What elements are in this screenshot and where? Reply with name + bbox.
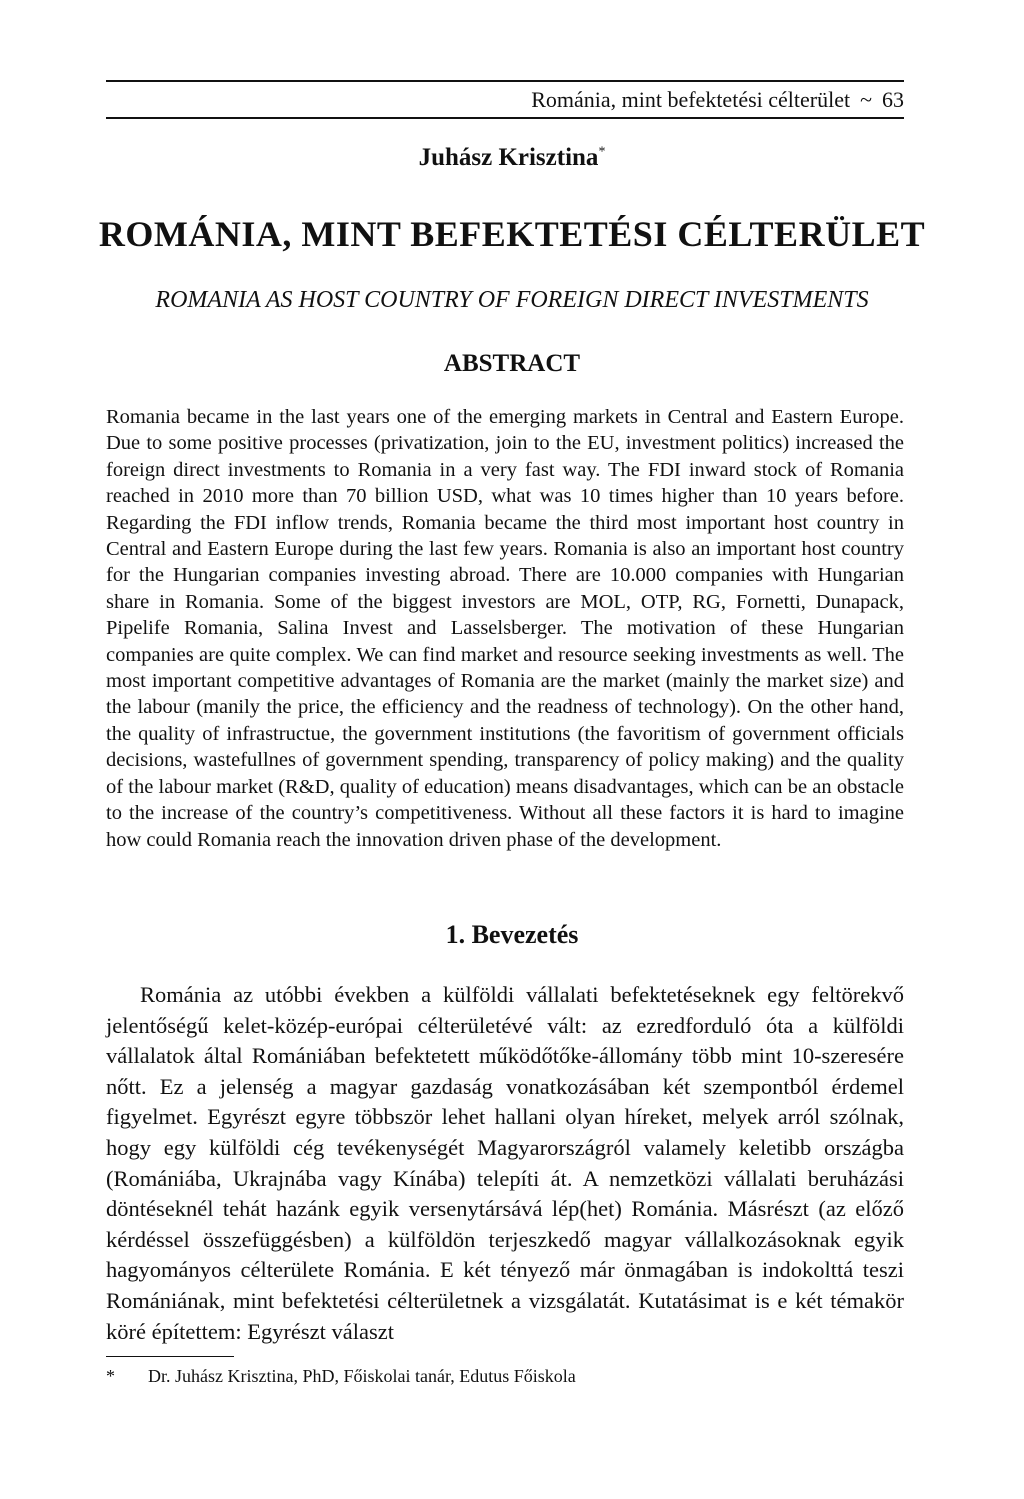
header-bottom-rule <box>106 117 904 119</box>
running-header-separator: ~ <box>860 87 872 112</box>
abstract-text: Romania became in the last years one of the emerging markets in Central and Eastern Europe. Due to some positive processes (privatization, join to the EU, investment politics) increased the foreign direct investments to Romania in a very fast way. The FDI inward stock of Romania reached in 2010 more than 70 billion USD, what was 10 times higher than 10 years before. Regarding the FDI inflow trends, Romania became the third most important host country in Central and Eastern Europe during the last few years. Romania is also an important host country for the Hungarian companies investing abroad. There are 10.000 companies with Hungarian share in Romania. Some of the biggest investors are MOL, OTP, RG, Fornetti, Dunapack, Pipelife Romania, Salina Invest and Lasselsberger. The motivation of these Hungarian companies are quite complex. We can find market and resource seeking investments as well. The most important competitive advantages of Romania are the market (mainly the market size) and the labour (manily the price, the efficiency and the readness of technology). On the other hand, the quality of infrastructue, the government institutions (the favoritism of government officials decisions, wastefullnes of government spending, transparency of policy making) and the quality of the labour market (R&D, quality of education) means disadvantages, which can be an obstacle to the increase of the country’s competitiveness. Without all these factors it is hard to imagine how could Romania reach the innovation driven phase of the development. <box>106 406 904 851</box>
author-line <box>0 142 1024 174</box>
section-heading: 1. Bevezetés <box>445 920 579 949</box>
paper-title: ROMÁNIA, MINT BEFEKTETÉSI CÉLTERÜLET <box>98 214 926 254</box>
author-footnote-mark: * <box>598 144 606 160</box>
author-name: Juhász Krisztina <box>418 144 599 171</box>
paper-subtitle: ROMANIA AS HOST COUNTRY OF FOREIGN DIRECT INVESTMENTS <box>155 287 869 313</box>
running-header <box>106 86 904 114</box>
footnote-rule <box>106 1356 234 1357</box>
section-paragraph: Románia az utóbbi években a külföldi vállalati befektetéseknek egy feltörekvő jelentőségű kelet-közép-európai célterületévé vált: az ezredforduló óta a külföldi vállalatok által Romániában befektetett működőtőke-állomány több mint 10-szeresére nőtt. Ez a jelenség a magyar gazdaság vonatkozásában két szempontból érdemel figyelmet. Egyrészt egyre többször lehet hallani olyan híreket, melyek arról szólnak, hogy egy külföldi cég tevékenységét Magyarországról valamely keletibb országba (Romániába, Ukrajnába vagy Kínába) telepíti át. A nemzetközi vállalati beruházási döntéseknél tehát hazánk egyik versenytársává lép(het) Románia. Másrészt (az előző kérdéssel összefüggésben) a külföldön terjeszkedő magyar vállalkozásoknak egyik hagyományos célterülete Románia. E két tényező már önmagában is indokolttá teszi Romániának, mint befektetési célterületnek a vizsgálatát. Kutatásimat is e két témakör köré építettem: Egyrészt választ <box>106 982 904 1344</box>
running-header-title: Románia, mint befektetési célterület <box>531 87 851 112</box>
footnote-text: Dr. Juhász Krisztina, PhD, Főiskolai tanár, Edutus Főiskola <box>148 1366 576 1386</box>
footnote-mark: * <box>106 1366 115 1386</box>
footnote <box>106 1364 904 1388</box>
header-top-rule <box>106 80 904 82</box>
page-number: 63 <box>882 87 904 112</box>
abstract-heading: ABSTRACT <box>443 350 581 377</box>
